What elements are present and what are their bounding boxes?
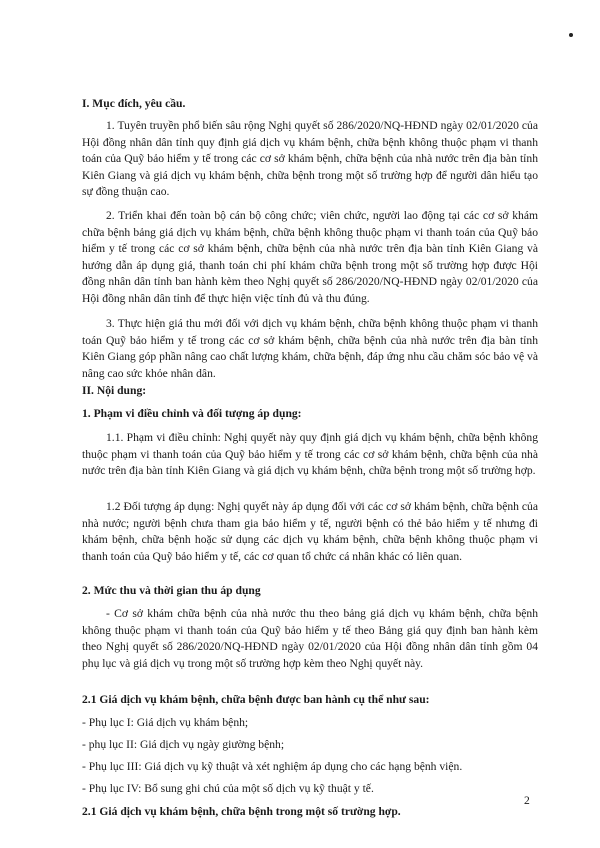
section-heading-content: II. Nội dung:	[82, 384, 147, 397]
list-item-appendix-4: - Phụ lục IV: Bổ sung ghi chú của một số dịch vụ kỹ thuật y tế.	[82, 782, 374, 795]
paragraph-scope: 1.1. Phạm vi điều chỉnh: Nghị quyết này quy định giá dịch vụ khám bệnh, chữa bệnh không thuộc phạm vi thanh toán của Quỹ bảo hiểm y tế trong các cơ sở khám bệnh, chữa bệnh của nhà nước trên địa bàn tỉnh Kiên Giang và giá dịch vụ khám bệnh, chữa bệnh trong một số trường hợp.	[82, 431, 538, 478]
paragraph-1: 1. Tuyên truyền phổ biến sâu rộng Nghị quyết số 286/2020/NQ-HĐND ngày 02/01/2020 của Hội đồng nhân dân tỉnh quy định giá dịch vụ khám bệnh, chữa bệnh không thuộc phạm vi thanh toán của Quỹ bảo hiểm y tế trong các cơ sở khám bệnh, chữa bệnh của nhà nước trên địa bàn tỉnh Kiên Giang và giá dịch vụ khám bệnh, chữa bệnh trong một số trường hợp để người dân hiểu tạo sự đồng thuận cao.	[82, 119, 538, 199]
section-heading-purpose: I. Mục đích, yêu cầu.	[82, 97, 186, 110]
subsection-heading-scope: 1. Phạm vi điều chỉnh và đối tượng áp dụng:	[82, 407, 302, 420]
subsection-heading-price-list: 2.1 Giá dịch vụ khám bệnh, chữa bệnh được ban hành cụ thể như sau:	[82, 693, 430, 706]
page-number: 2	[524, 794, 530, 807]
subsection-heading-special-cases: 2.1 Giá dịch vụ khám bệnh, chữa bệnh trong một số trường hợp.	[82, 805, 401, 818]
list-item-appendix-2: - phụ lục II: Giá dịch vụ ngày giường bệnh;	[82, 738, 285, 751]
scan-dot	[569, 33, 573, 37]
paragraph-3: 3. Thực hiện giá thu mới đối với dịch vụ khám bệnh, chữa bệnh không thuộc phạm vi thanh toán Quỹ bảo hiểm y tế trong các cơ sở khám bệnh, chữa bệnh của nhà nước trên địa bàn tỉnh Kiên Giang góp phần nâng cao chất lượng khám, chữa bệnh, đáp ứng nhu cầu chăm sóc bảo vệ và nâng cao sức khỏe nhân dân.	[82, 317, 538, 380]
paragraph-2: 2. Triển khai đến toàn bộ cán bộ công chức; viên chức, người lao động tại các cơ sở khám chữa bệnh bảng giá dịch vụ khám bệnh, chữa bệnh không thuộc phạm vi thanh toán của Quỹ bảo hiểm y tế trong các cơ sở khám bệnh, chữa bệnh của nhà nước trên địa bàn tỉnh Kiên Giang và hướng dẫn áp dụng giá, thanh toán chi phí khám chữa bệnh trong một số trường hợp được Hội đồng nhân dân tỉnh ban hành kèm theo Nghị quyết số 286/2020/NQ-HĐND ngày 02/01/2020 của Hội đồng nhân dân tỉnh để thực hiện việc tính đủ và thu đúng.	[82, 209, 538, 305]
list-item-appendix-3: - Phụ lục III: Giá dịch vụ kỹ thuật và xét nghiệm áp dụng cho các hạng bệnh viện.	[82, 760, 463, 773]
paragraph-fees: - Cơ sở khám chữa bệnh của nhà nước thu theo bảng giá dịch vụ khám bệnh, chữa bệnh không thuộc phạm vi thanh toán của Quỹ bảo hiểm y tế theo Bảng giá quy định ban hành kèm theo Nghị quyết số 286/2020/NQ-HĐND ngày 02/01/2020 của Hội đồng nhân dân tỉnh gồm 04 phụ lục và giá dịch vụ trong một số trường hợp kèm theo Nghị quyết này.	[82, 607, 538, 670]
subsection-heading-fees: 2. Mức thu và thời gian thu áp dụng	[82, 584, 261, 597]
paragraph-subjects: 1.2 Đối tượng áp dụng: Nghị quyết này áp dụng đối với các cơ sở khám bệnh, chữa bệnh của nhà nước; người bệnh chưa tham gia bảo hiểm y tế, người bệnh có thẻ bảo hiểm y tế nhưng đi khám bệnh, chữa bệnh hoặc sử dụng các dịch vụ khám bệnh, chữa bệnh không thuộc phạm vi thanh toán của Quỹ bảo hiểm y tế, các cơ quan tổ chức cá nhân khác có liên quan.	[82, 500, 538, 563]
list-item-appendix-1: - Phụ lục I: Giá dịch vụ khám bệnh;	[82, 716, 249, 729]
